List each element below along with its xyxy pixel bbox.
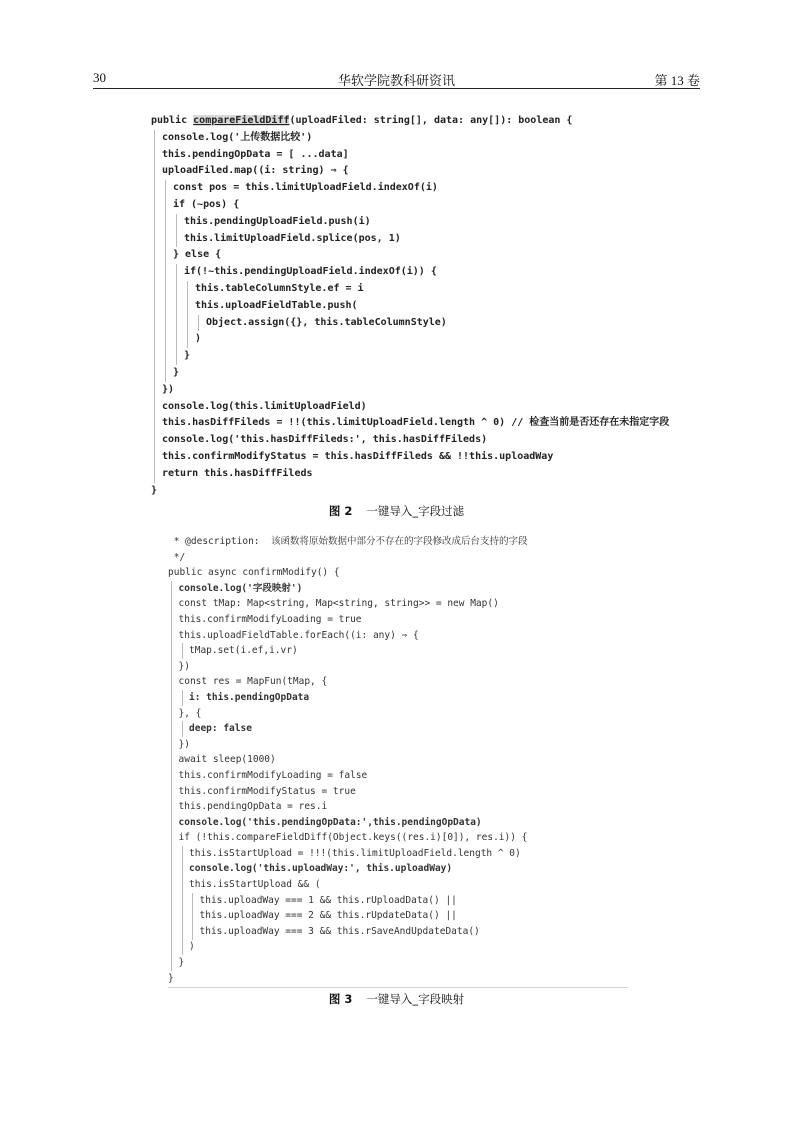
code-text: } [168, 972, 174, 984]
indent-guide [171, 784, 172, 800]
code-line [168, 877, 628, 893]
code-text: const pos = this.limitUploadField.indexOf(i) [173, 182, 438, 194]
indent-guide [171, 628, 172, 644]
indent-guide [154, 130, 155, 147]
indent-guide [165, 214, 166, 231]
code-text: Object.assign({}, this.tableColumnStyle) [206, 316, 447, 328]
indent-guide [171, 643, 172, 659]
indent-guide [171, 940, 172, 956]
indent-guide [171, 612, 172, 628]
code-text: if (~pos) { [173, 198, 240, 210]
code-line [168, 690, 628, 706]
indent-guide [187, 298, 188, 315]
code-figure-3 [168, 534, 628, 986]
code-text: this.pendingUploadField.push(i) [184, 215, 371, 227]
code-line [168, 846, 628, 862]
code-line [151, 231, 651, 248]
code-line [151, 449, 651, 466]
header-rule [93, 88, 700, 89]
indent-guide [171, 581, 172, 597]
code-line [168, 908, 628, 924]
indent-guide [182, 721, 183, 737]
code-text: return this.hasDiffFileds [162, 467, 313, 479]
code-line [168, 955, 628, 971]
code-text: this.pendingOpData = res.i [178, 801, 328, 813]
code-line [151, 348, 651, 365]
code-line [168, 939, 628, 955]
indent-guide [187, 331, 188, 348]
code-line [151, 298, 651, 315]
code-text: ) [189, 941, 195, 953]
indent-guide [154, 466, 155, 483]
code-line [168, 924, 628, 940]
indent-guide [187, 315, 188, 332]
code-line [168, 721, 628, 737]
code-line [151, 466, 651, 483]
code-text: this.confirmModifyStatus = this.hasDiffFileds && !!this.uploadWay [162, 450, 554, 462]
indent-guide [165, 348, 166, 365]
code-text: this.confirmModifyLoading = true [178, 613, 362, 625]
indent-guide [182, 690, 183, 706]
code-line [151, 264, 651, 281]
code-line [168, 815, 628, 831]
code-line [168, 596, 628, 612]
code-text: i: this.pendingOpData [189, 691, 310, 703]
code-text: } [173, 366, 180, 378]
indent-guide [171, 690, 172, 706]
indent-guide [171, 768, 172, 784]
indent-guide [198, 315, 199, 332]
code-line [168, 784, 628, 800]
figure-3-caption [0, 991, 793, 1007]
indent-guide [171, 893, 172, 909]
indent-guide [176, 348, 177, 365]
indent-guide [182, 940, 183, 956]
code-text: (uploadFiled: string[], data: any[]): boolean { [289, 115, 573, 126]
indent-guide [182, 893, 183, 909]
code-text: ) [195, 333, 202, 345]
figure-3-bottom-rule [168, 987, 628, 988]
indent-guide [154, 331, 155, 348]
code-line [151, 365, 651, 382]
indent-guide [171, 862, 172, 878]
indent-guide [182, 643, 183, 659]
code-text: deep: false [189, 723, 252, 735]
indent-guide [171, 908, 172, 924]
code-text: public [151, 115, 194, 126]
code-line [168, 628, 628, 644]
indent-guide [154, 281, 155, 298]
indent-guide [171, 799, 172, 815]
figure-2-title: 一键导入_字段过滤 [366, 504, 465, 518]
indent-guide [154, 315, 155, 332]
code-line [168, 971, 628, 987]
code-text: } else { [173, 249, 222, 261]
code-text: } [151, 484, 158, 496]
code-line [168, 861, 628, 877]
code-text: if (!this.compareFieldDiff(Object.keys((res.i)[0]), res.i)) { [178, 832, 528, 844]
indent-guide [154, 298, 155, 315]
code-line [151, 315, 651, 332]
code-text: console.log('上传数据比较') [162, 131, 313, 143]
indent-guide [171, 596, 172, 612]
indent-guide [182, 862, 183, 878]
code-line [151, 130, 651, 147]
code-line [168, 612, 628, 628]
indent-guide [192, 908, 193, 924]
code-text: const res = MapFun(tMap, { [178, 676, 328, 688]
code-text: console.log('this.pendingOpData:',this.pendingOpData) [178, 816, 482, 828]
indent-guide [182, 924, 183, 940]
indent-guide [176, 315, 177, 332]
highlighted-function-name: compareFieldDiff [193, 115, 290, 126]
indent-guide [176, 298, 177, 315]
code-text: this.tableColumnStyle.ef = i [195, 282, 364, 294]
indent-guide [182, 846, 183, 862]
code-line [168, 830, 628, 846]
indent-guide [165, 231, 166, 248]
figure-2-caption [0, 503, 793, 519]
code-line [168, 659, 628, 675]
indent-guide [182, 877, 183, 893]
code-line [151, 432, 651, 449]
indent-guide [176, 331, 177, 348]
code-text: this.uploadWay === 1 && this.rUploadData() || [199, 894, 457, 906]
code-text: await sleep(1000) [178, 754, 276, 766]
indent-guide [171, 737, 172, 753]
indent-guide [171, 659, 172, 675]
indent-guide [171, 846, 172, 862]
code-line [151, 483, 651, 500]
code-text: this.uploadFieldTable.push( [195, 299, 358, 311]
code-text: this.confirmModifyStatus = true [178, 785, 356, 797]
code-line [151, 180, 651, 197]
indent-guide [171, 721, 172, 737]
figure-3-label: 图 3 [328, 992, 353, 1006]
code-line [168, 768, 628, 784]
code-text: tMap.set(i.ef,i.vr) [189, 645, 298, 657]
code-line [168, 893, 628, 909]
code-figure-2 [151, 113, 670, 499]
indent-guide [176, 264, 177, 281]
indent-guide [165, 281, 166, 298]
code-text: */ [168, 551, 186, 563]
indent-guide [154, 197, 155, 214]
indent-guide [154, 449, 155, 466]
code-line [151, 247, 651, 264]
indent-guide [192, 893, 193, 909]
indent-guide [171, 674, 172, 690]
indent-guide [154, 432, 155, 449]
indent-guide [154, 231, 155, 248]
code-line [151, 399, 651, 416]
indent-guide [154, 382, 155, 399]
indent-guide [165, 365, 166, 382]
indent-guide [171, 955, 172, 971]
indent-guide [154, 247, 155, 264]
indent-guide [154, 180, 155, 197]
journal-title: 华软学院教科研资讯 [337, 73, 455, 88]
code-text: if(!~this.pendingUploadField.indexOf(i)) { [184, 266, 437, 278]
code-line [168, 799, 628, 815]
code-text: console.log('字段映射') [178, 582, 303, 594]
code-line [168, 550, 628, 566]
indent-guide [165, 264, 166, 281]
code-text: this.confirmModifyLoading = false [178, 769, 368, 781]
code-text: console.log('this.uploadWay:', this.uploadWay) [189, 863, 453, 875]
code-text: this.isStartUpload && ( [189, 879, 321, 891]
indent-guide [171, 877, 172, 893]
code-line [168, 752, 628, 768]
code-text: const tMap: Map<string, Map<string, string>> = new Map() [178, 598, 499, 610]
code-line [168, 674, 628, 690]
indent-guide [154, 264, 155, 281]
running-header [93, 68, 700, 88]
indent-guide [182, 908, 183, 924]
code-text: } [178, 957, 185, 969]
indent-guide [171, 830, 172, 846]
code-line [168, 737, 628, 753]
indent-guide [154, 147, 155, 164]
indent-guide [165, 298, 166, 315]
code-text: }) [178, 738, 190, 750]
indent-guide [171, 924, 172, 940]
code-text: public async confirmModify() { [168, 567, 340, 579]
indent-guide [171, 752, 172, 768]
indent-guide [187, 281, 188, 298]
code-line [168, 581, 628, 597]
code-text: }, { [178, 707, 202, 719]
volume-label: 第 13 卷 [654, 73, 700, 88]
code-line [151, 163, 651, 180]
code-line [151, 214, 651, 231]
indent-guide [171, 815, 172, 831]
indent-guide [154, 163, 155, 180]
code-line [168, 643, 628, 659]
code-text: } [184, 350, 191, 362]
code-text: }) [162, 383, 175, 395]
code-text: this.uploadFieldTable.forEach((i: any) ⇒ { [178, 629, 419, 641]
indent-guide [176, 281, 177, 298]
indent-guide [165, 180, 166, 197]
code-text: console.log(this.limitUploadField) [162, 400, 367, 412]
page-number: 30 [93, 70, 106, 85]
code-line [151, 331, 651, 348]
indent-guide [165, 247, 166, 264]
code-text: this.hasDiffFileds = !!(this.limitUploadField.length ^ 0) // 检查当前是否还存在未指定字段 [162, 417, 670, 429]
code-line [151, 147, 651, 164]
code-line [151, 281, 651, 298]
code-text: }) [178, 660, 190, 672]
code-text: this.limitUploadField.splice(pos, 1) [184, 232, 401, 244]
code-line [151, 382, 651, 399]
code-text: console.log('this.hasDiffFileds:', this.hasDiffFileds) [162, 434, 488, 446]
indent-guide [171, 706, 172, 722]
indent-guide [165, 315, 166, 332]
indent-guide [154, 399, 155, 416]
code-text: uploadFiled.map((i: string) ⇒ { [162, 165, 349, 177]
code-line [151, 415, 670, 432]
indent-guide [154, 348, 155, 365]
indent-guide [176, 231, 177, 248]
code-text: this.pendingOpData = [ ...data] [162, 148, 349, 160]
indent-guide [154, 365, 155, 382]
code-line [151, 197, 651, 214]
figure-2-label: 图 2 [328, 504, 353, 518]
code-line [168, 565, 628, 581]
indent-guide [176, 214, 177, 231]
indent-guide [165, 197, 166, 214]
code-text: this.uploadWay === 2 && this.rUpdateData() || [199, 910, 457, 922]
indent-guide [192, 924, 193, 940]
code-text: * @description: 该函数将原始数据中部分不存在的字段修改成后台支持的字段 [168, 536, 528, 547]
code-line [151, 113, 651, 130]
figure-3-title: 一键导入_字段映射 [366, 992, 465, 1006]
indent-guide [154, 415, 155, 432]
code-line [168, 534, 628, 550]
indent-guide [154, 214, 155, 231]
indent-guide [165, 331, 166, 348]
code-text: this.isStartUpload = !!!(this.limitUploadField.length ^ 0) [189, 847, 521, 859]
code-line [168, 706, 628, 722]
code-text: this.uploadWay === 3 && this.rSaveAndUpdateData() [199, 925, 480, 937]
